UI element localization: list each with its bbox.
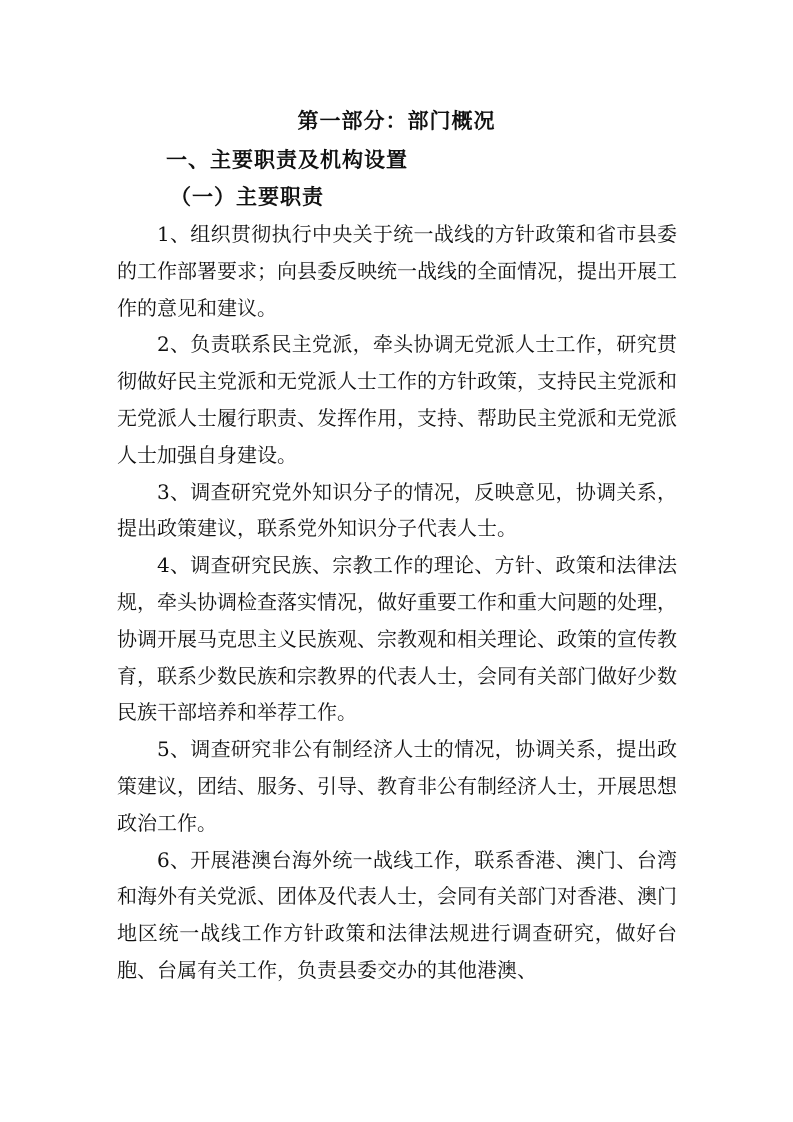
paragraph-1: 1、组织贯彻执行中央关于统一战线的方针政策和省市县委的工作部署要求；向县委反映统一战线的全面情况，提出开展工作的意见和建议。 bbox=[117, 222, 677, 320]
paragraph-4: 4、调查研究民族、宗教工作的理论、方针、政策和法律法规，牵头协调检查落实情况，做好重要工作和重大问题的处理，协调开展马克思主义民族观、宗教观和相关理论、政策的宣传教育，联系少数民族和宗教界的代表人士，会同有关部门做好少数民族干部培养和举荐工作。 bbox=[117, 553, 677, 725]
subsection-heading: （一）主要职责 bbox=[170, 185, 324, 209]
paragraph-6: 6、开展港澳台海外统一战线工作，联系香港、澳门、台湾和海外有关党派、团体及代表人士，会同有关部门对香港、澳门地区统一战线工作方针政策和法律法规进行调查研究，做好台胞、台属有关工作，负责县委交办的其他港澳、 bbox=[117, 847, 677, 982]
body-text bbox=[117, 216, 677, 989]
section-heading: 一、主要职责及机构设置 bbox=[166, 148, 408, 172]
paragraph-5: 5、调查研究非公有制经济人士的情况，协调关系，提出政策建议，团结、服务、引导、教育非公有制经济人士，开展思想政治工作。 bbox=[117, 737, 677, 835]
page-title: 第一部分：部门概况 bbox=[297, 109, 496, 133]
paragraph-2: 2、负责联系民主党派，牵头协调无党派人士工作，研究贯彻做好民主党派和无党派人士工作的方针政策，支持民主党派和无党派人士履行职责、发挥作用，支持、帮助民主党派和无党派人士加强自身建设。 bbox=[117, 332, 677, 467]
paragraph-3: 3、调查研究党外知识分子的情况，反映意见，协调关系，提出政策建议，联系党外知识分子代表人士。 bbox=[117, 479, 677, 541]
